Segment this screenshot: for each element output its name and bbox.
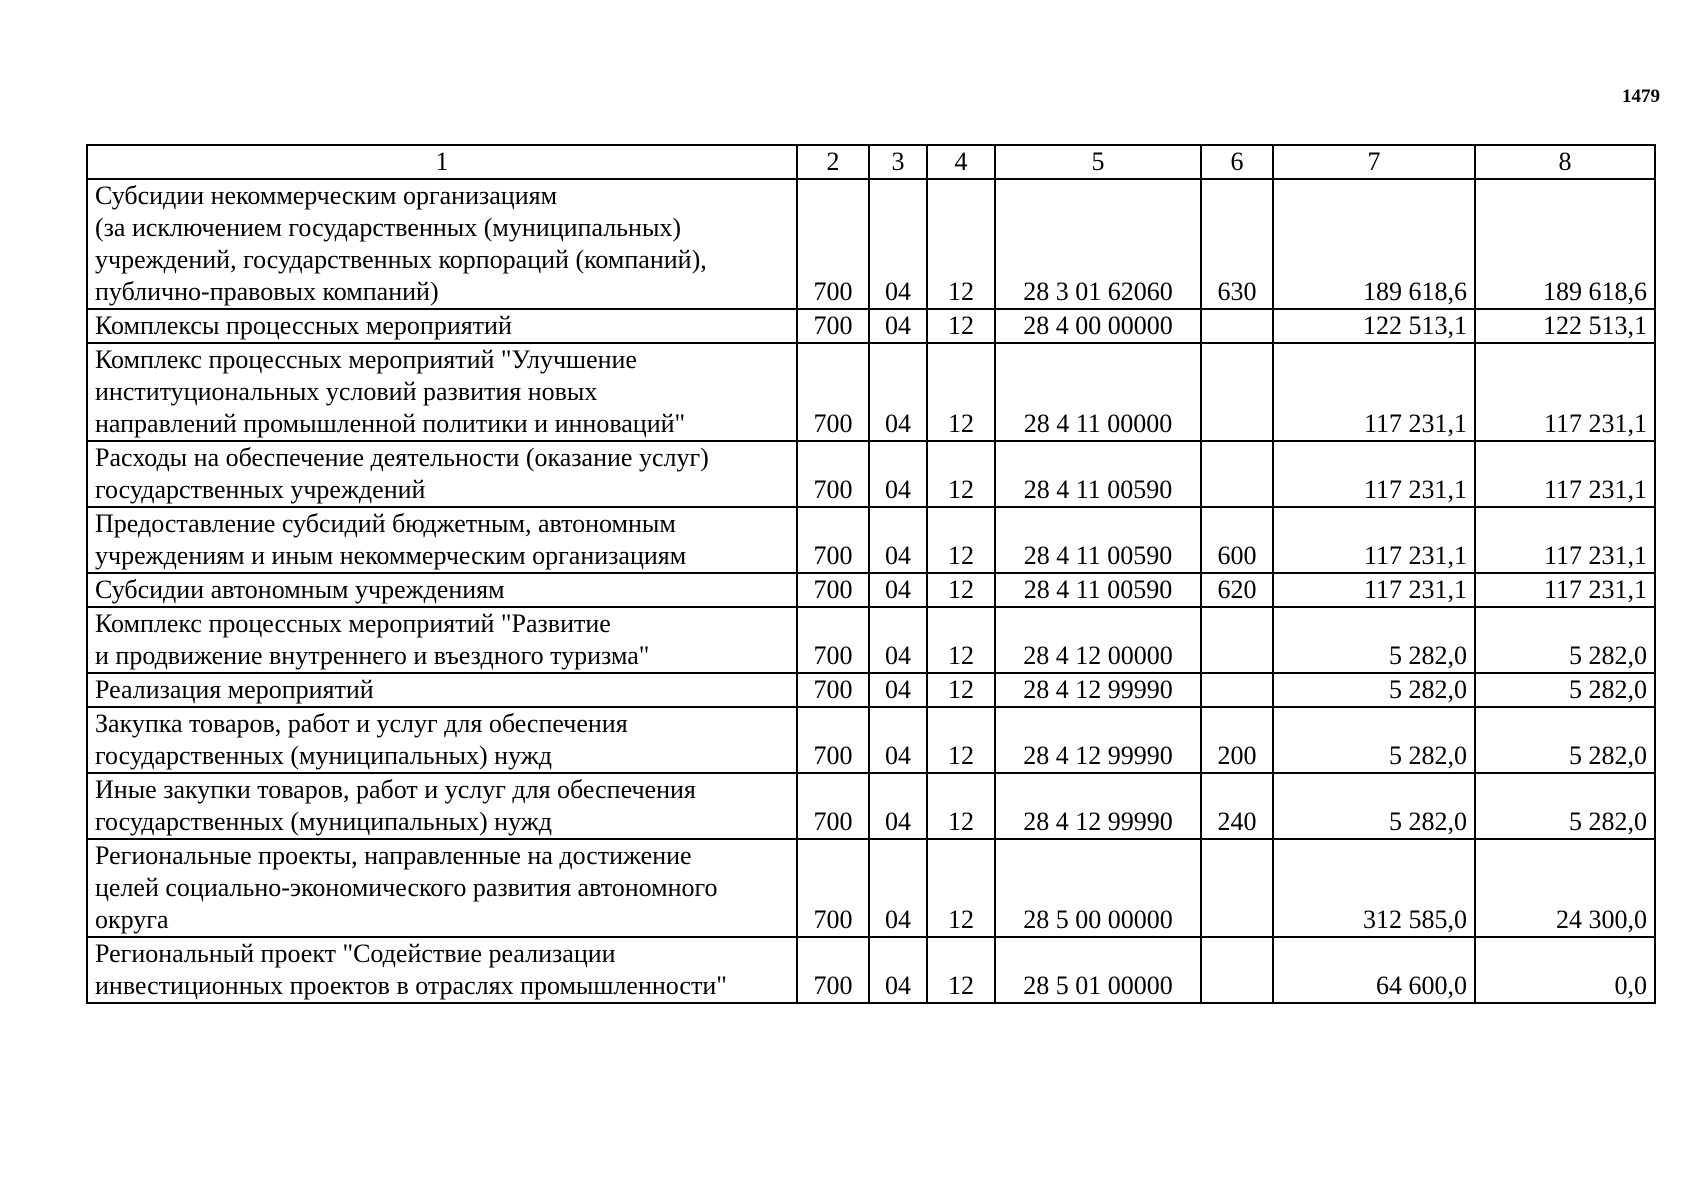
row-name-cell xyxy=(87,507,797,573)
row-name-line: Комплексы процессных мероприятий xyxy=(95,311,512,340)
col-subsection-2: 12 xyxy=(927,839,995,937)
col-section: 700 xyxy=(797,773,869,839)
row-name-line: институциональных условий развития новых xyxy=(95,377,598,406)
col-subsection: 04 xyxy=(869,707,927,773)
col-section: 700 xyxy=(797,607,869,673)
page-number: 1479 xyxy=(1622,86,1660,107)
col-sum-year-1: 312 585,0 xyxy=(1273,839,1475,937)
col-subsection-2: 12 xyxy=(927,507,995,573)
col-subsection-2: 12 xyxy=(927,773,995,839)
col-sum-year-2: 117 231,1 xyxy=(1475,343,1655,441)
col-section: 700 xyxy=(797,839,869,937)
col-target-article: 28 4 12 99990 xyxy=(995,673,1201,707)
col-expense-type xyxy=(1201,343,1273,441)
table-row xyxy=(87,179,1655,309)
col-subsection: 04 xyxy=(869,309,927,343)
col-sum-year-1: 189 618,6 xyxy=(1273,179,1475,309)
col-sum-year-1: 5 282,0 xyxy=(1273,773,1475,839)
table-row xyxy=(87,309,1655,343)
col-sum-year-1: 117 231,1 xyxy=(1273,573,1475,607)
col-section: 700 xyxy=(797,573,869,607)
row-name-line: Комплекс процессных мероприятий "Развитие xyxy=(95,609,611,638)
col-expense-type xyxy=(1201,839,1273,937)
col-target-article: 28 4 11 00590 xyxy=(995,573,1201,607)
col-sum-year-2: 5 282,0 xyxy=(1475,773,1655,839)
col-expense-type: 600 xyxy=(1201,507,1273,573)
budget-table xyxy=(86,144,1656,1004)
col-subsection-2: 12 xyxy=(927,707,995,773)
col-section: 700 xyxy=(797,441,869,507)
col-expense-type xyxy=(1201,441,1273,507)
col-subsection-2: 12 xyxy=(927,343,995,441)
col-sum-year-2: 5 282,0 xyxy=(1475,607,1655,673)
row-name-cell xyxy=(87,773,797,839)
col-sum-year-2: 122 513,1 xyxy=(1475,309,1655,343)
row-name-cell xyxy=(87,179,797,309)
table-row xyxy=(87,773,1655,839)
col-expense-type: 200 xyxy=(1201,707,1273,773)
col-subsection: 04 xyxy=(869,573,927,607)
col-section: 700 xyxy=(797,179,869,309)
table-row xyxy=(87,839,1655,937)
table-row xyxy=(87,507,1655,573)
row-name-cell xyxy=(87,309,797,343)
row-name-cell xyxy=(87,673,797,707)
col-sum-year-2: 117 231,1 xyxy=(1475,507,1655,573)
col-expense-type: 620 xyxy=(1201,573,1273,607)
table-row xyxy=(87,343,1655,441)
row-name-cell xyxy=(87,441,797,507)
table-row xyxy=(87,937,1655,1003)
table-row xyxy=(87,707,1655,773)
col-expense-type xyxy=(1201,937,1273,1003)
row-name-cell xyxy=(87,573,797,607)
col-subsection: 04 xyxy=(869,179,927,309)
col-sum-year-2: 117 231,1 xyxy=(1475,573,1655,607)
table-row xyxy=(87,607,1655,673)
header-col-4: 4 xyxy=(927,145,995,179)
row-name-line: Субсидии автономным учреждениям xyxy=(95,575,505,604)
row-name-cell xyxy=(87,937,797,1003)
row-name-line: государственных учреждений xyxy=(95,475,426,504)
col-subsection: 04 xyxy=(869,441,927,507)
table-row xyxy=(87,441,1655,507)
col-subsection-2: 12 xyxy=(927,179,995,309)
col-expense-type xyxy=(1201,309,1273,343)
col-sum-year-2: 0,0 xyxy=(1475,937,1655,1003)
col-sum-year-2: 5 282,0 xyxy=(1475,673,1655,707)
col-sum-year-2: 117 231,1 xyxy=(1475,441,1655,507)
col-target-article: 28 5 01 00000 xyxy=(995,937,1201,1003)
col-expense-type xyxy=(1201,607,1273,673)
col-subsection: 04 xyxy=(869,343,927,441)
row-name-line: округа xyxy=(95,905,169,934)
row-name-line: Региональный проект "Содействие реализации xyxy=(95,939,616,968)
col-sum-year-2: 5 282,0 xyxy=(1475,707,1655,773)
col-subsection-2: 12 xyxy=(927,607,995,673)
col-sum-year-1: 5 282,0 xyxy=(1273,673,1475,707)
col-sum-year-2: 189 618,6 xyxy=(1475,179,1655,309)
col-target-article: 28 5 00 00000 xyxy=(995,839,1201,937)
col-subsection-2: 12 xyxy=(927,573,995,607)
col-subsection-2: 12 xyxy=(927,673,995,707)
row-name-line: Закупка товаров, работ и услуг для обеспечения xyxy=(95,709,628,738)
col-sum-year-1: 117 231,1 xyxy=(1273,441,1475,507)
col-sum-year-1: 117 231,1 xyxy=(1273,343,1475,441)
col-subsection: 04 xyxy=(869,937,927,1003)
row-name-cell xyxy=(87,343,797,441)
row-name-line: Иные закупки товаров, работ и услуг для обеспечения xyxy=(95,775,696,804)
col-target-article: 28 4 11 00590 xyxy=(995,441,1201,507)
col-section: 700 xyxy=(797,507,869,573)
row-name-cell xyxy=(87,839,797,937)
col-sum-year-1: 117 231,1 xyxy=(1273,507,1475,573)
col-sum-year-1: 5 282,0 xyxy=(1273,707,1475,773)
header-row xyxy=(87,145,1655,179)
table-body xyxy=(87,145,1655,1003)
row-name-cell xyxy=(87,707,797,773)
col-target-article: 28 4 12 00000 xyxy=(995,607,1201,673)
col-section: 700 xyxy=(797,707,869,773)
col-subsection-2: 12 xyxy=(927,937,995,1003)
header-col-1: 1 xyxy=(87,145,797,179)
col-section: 700 xyxy=(797,343,869,441)
header-col-7: 7 xyxy=(1273,145,1475,179)
col-section: 700 xyxy=(797,937,869,1003)
header-col-8: 8 xyxy=(1475,145,1655,179)
col-subsection: 04 xyxy=(869,673,927,707)
col-target-article: 28 4 12 99990 xyxy=(995,773,1201,839)
col-target-article: 28 4 00 00000 xyxy=(995,309,1201,343)
col-subsection-2: 12 xyxy=(927,309,995,343)
col-sum-year-1: 5 282,0 xyxy=(1273,607,1475,673)
row-name-line: Комплекс процессных мероприятий "Улучшение xyxy=(95,345,637,374)
col-section: 700 xyxy=(797,309,869,343)
header-col-3: 3 xyxy=(869,145,927,179)
col-expense-type: 630 xyxy=(1201,179,1273,309)
row-name-line: Предоставление субсидий бюджетным, автономным xyxy=(95,509,676,538)
row-name-line: учреждений, государственных корпораций (компаний), xyxy=(95,245,707,274)
col-subsection: 04 xyxy=(869,773,927,839)
col-sum-year-1: 122 513,1 xyxy=(1273,309,1475,343)
col-expense-type xyxy=(1201,673,1273,707)
table-row xyxy=(87,573,1655,607)
row-name-line: (за исключением государственных (муниципальных) xyxy=(95,213,682,242)
col-subsection: 04 xyxy=(869,507,927,573)
col-target-article: 28 4 11 00000 xyxy=(995,343,1201,441)
col-expense-type: 240 xyxy=(1201,773,1273,839)
row-name-line: направлений промышленной политики и инноваций" xyxy=(95,409,686,438)
row-name-cell xyxy=(87,607,797,673)
row-name-line: Субсидии некоммерческим организациям xyxy=(95,181,558,210)
col-sum-year-2: 24 300,0 xyxy=(1475,839,1655,937)
col-target-article: 28 3 01 62060 xyxy=(995,179,1201,309)
row-name-line: государственных (муниципальных) нужд xyxy=(95,807,552,836)
row-name-line: Реализация мероприятий xyxy=(95,675,374,704)
header-col-2: 2 xyxy=(797,145,869,179)
row-name-line: Расходы на обеспечение деятельности (оказание услуг) xyxy=(95,443,709,472)
col-subsection: 04 xyxy=(869,839,927,937)
header-col-5: 5 xyxy=(995,145,1201,179)
col-subsection: 04 xyxy=(869,607,927,673)
col-target-article: 28 4 11 00590 xyxy=(995,507,1201,573)
row-name-line: государственных (муниципальных) нужд xyxy=(95,741,552,770)
col-target-article: 28 4 12 99990 xyxy=(995,707,1201,773)
row-name-line: учреждениям и иным некоммерческим организациям xyxy=(95,541,687,570)
col-subsection-2: 12 xyxy=(927,441,995,507)
col-section: 700 xyxy=(797,673,869,707)
row-name-line: Региональные проекты, направленные на достижение xyxy=(95,841,692,870)
row-name-line: инвестиционных проектов в отраслях промышленности" xyxy=(95,971,727,1000)
row-name-line: публично-правовых компаний) xyxy=(95,277,439,306)
table-row xyxy=(87,673,1655,707)
row-name-line: целей социально-экономического развития автономного xyxy=(95,873,718,902)
header-col-6: 6 xyxy=(1201,145,1273,179)
col-sum-year-1: 64 600,0 xyxy=(1273,937,1475,1003)
row-name-line: и продвижение внутреннего и въездного туризма" xyxy=(95,641,650,670)
